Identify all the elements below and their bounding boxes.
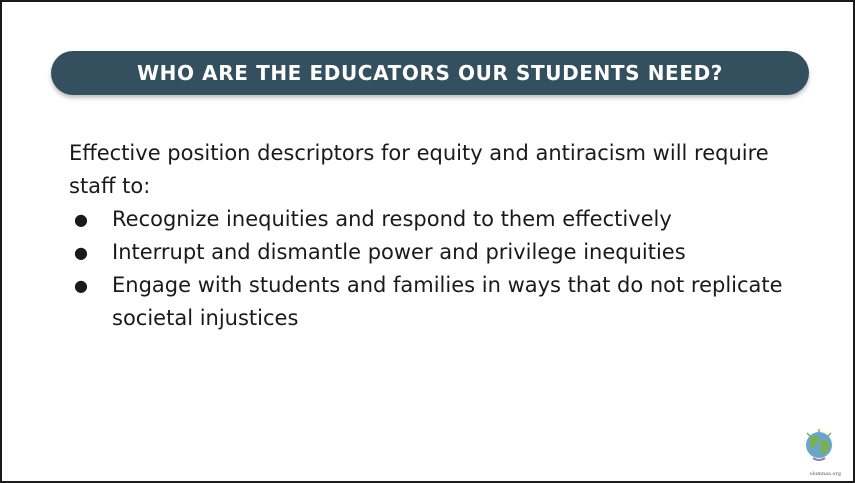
bullet-item [69,269,809,335]
bullet-dot-icon: ● [74,210,88,229]
bullet-list [69,203,809,335]
bullet-text: Interrupt and dismantle power and privilege inequities [112,240,686,264]
title-banner [51,51,809,95]
slide-body [69,137,809,335]
bullet-dot-icon: ● [74,276,88,295]
bullet-item [69,236,809,269]
intro-text: Effective position descriptors for equity and antiracism will require staff to: [69,141,769,198]
globe-logo-icon [799,427,839,471]
logo-caption: olumnas.org [809,471,841,477]
bullet-dot-icon: ● [74,243,88,262]
bullet-text: Engage with students and families in ways that do not replicate societal injustices [112,273,783,330]
bullet-text: Recognize inequities and respond to them effectively [112,207,672,231]
bullet-item [69,203,809,236]
slide-title: WHO ARE THE EDUCATORS OUR STUDENTS NEED? [137,61,723,85]
